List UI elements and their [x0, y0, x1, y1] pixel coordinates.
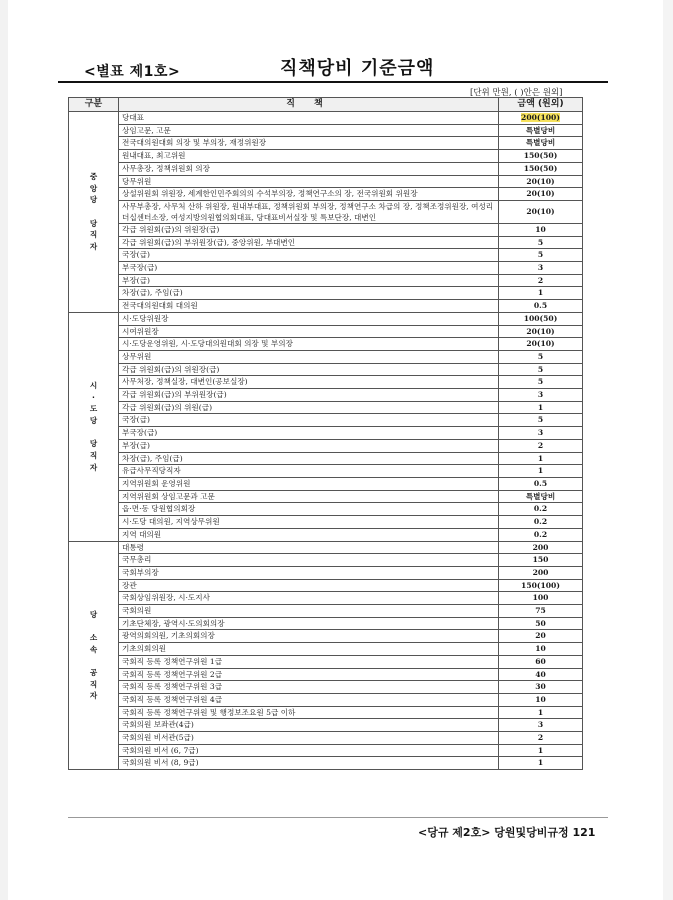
table-row: [69, 528, 583, 541]
amount-cell: 150: [499, 554, 583, 567]
table-row: [69, 427, 583, 440]
position-cell: 차장(급), 주임(급): [119, 287, 499, 300]
table-row: [69, 566, 583, 579]
amount-cell: 200: [499, 541, 583, 554]
category-char: 속: [89, 644, 98, 654]
table-row: [69, 630, 583, 643]
amount-cell: 20: [499, 630, 583, 643]
table-row: [69, 376, 583, 389]
table-row: [69, 592, 583, 605]
amount-cell: 특별당비: [499, 137, 583, 150]
table-row: [69, 719, 583, 732]
position-cell: 유급사무직당직자: [119, 465, 499, 478]
category-char: [72, 620, 115, 632]
table-row: [69, 274, 583, 287]
table-row: [69, 693, 583, 706]
position-cell: 시여위원장: [119, 325, 499, 338]
position-cell: 당대표: [119, 112, 499, 125]
table-row: [69, 287, 583, 300]
position-cell: 전국대의원대회 대의원: [119, 300, 499, 313]
amount-cell: 150(100): [499, 579, 583, 592]
amount-cell: 5: [499, 236, 583, 249]
amount-cell: 5: [499, 363, 583, 376]
position-cell: 사무부총장, 사무처 산하 위원장, 원내부대표, 정책위원회 부의장, 정책연구소 차급의 장, 정책조정위원장, 여성리더십센터소장, 여성지방의원협의회대표, 당대표비서실장 및 특보단장, 대변인: [119, 200, 499, 223]
amount-cell: 1: [499, 757, 583, 770]
category-char: 당: [89, 439, 98, 449]
table-row: [69, 401, 583, 414]
column-header-category: 구분: [69, 98, 119, 112]
amount-cell: 100(50): [499, 312, 583, 325]
header-rule: [58, 81, 608, 83]
category-char: 당: [89, 609, 98, 619]
position-cell: 지역위원회 상임고문과 고문: [119, 490, 499, 503]
position-cell: 국회의원 비서관(5급): [119, 732, 499, 745]
position-cell: 차장(급), 주임(급): [119, 452, 499, 465]
category-char: 직: [89, 230, 98, 240]
table-row: [69, 744, 583, 757]
amount-cell: 200: [499, 566, 583, 579]
table-row: [69, 414, 583, 427]
table-row: [69, 162, 583, 175]
table-row: [69, 757, 583, 770]
table-row: [69, 516, 583, 529]
amount-cell: 0.5: [499, 300, 583, 313]
table-row: [69, 732, 583, 745]
table-row: [69, 579, 583, 592]
position-cell: 국회직 등록 정책연구위원 2급: [119, 668, 499, 681]
position-cell: 당무위원: [119, 175, 499, 188]
table-row: [69, 541, 583, 554]
table-body: [69, 112, 583, 770]
appendix-label: <별표 제1호>: [84, 64, 181, 80]
amount-cell: 30: [499, 681, 583, 694]
position-cell: 국회의원 비서 (6, 7급): [119, 744, 499, 757]
amount-cell: 10: [499, 693, 583, 706]
page-title: 직책당비 기준금액: [280, 58, 435, 79]
table-row: [69, 681, 583, 694]
position-cell: 장관: [119, 579, 499, 592]
position-cell: 국회직 등록 정책연구위원 3급: [119, 681, 499, 694]
category-cell: [69, 312, 119, 541]
amount-cell: 0.2: [499, 516, 583, 529]
table-header-row: [69, 98, 583, 112]
category-char: 직: [89, 451, 98, 461]
amount-cell: 20(10): [499, 188, 583, 201]
amount-cell: 10: [499, 643, 583, 656]
position-cell: 부장(급): [119, 439, 499, 452]
amount-cell: 0.2: [499, 503, 583, 516]
amount-cell: 3: [499, 427, 583, 440]
category-char: 직: [89, 679, 98, 689]
table-row: [69, 706, 583, 719]
amount-cell: [499, 112, 583, 125]
table-row: [69, 150, 583, 163]
position-cell: 각급 위원회(급)의 위원장(급): [119, 223, 499, 236]
amount-cell: 0.5: [499, 477, 583, 490]
category-char: 앙: [89, 183, 98, 193]
category-char: 자: [89, 691, 98, 701]
page-footer: <당규 제2호> 당원및당비규정 121: [418, 826, 596, 839]
position-cell: 상무위원: [119, 350, 499, 363]
amount-cell: 20(10): [499, 325, 583, 338]
position-cell: 국회의원: [119, 605, 499, 618]
category-char: 당: [89, 195, 98, 205]
category-char: 공: [89, 668, 98, 678]
amount-cell: 40: [499, 668, 583, 681]
amount-cell: 0.2: [499, 528, 583, 541]
position-cell: 기초의회의원: [119, 643, 499, 656]
amount-cell: 10: [499, 223, 583, 236]
table-row: [69, 223, 583, 236]
table-row: [69, 262, 583, 275]
page-edge-right: [663, 0, 673, 900]
category-char: [72, 655, 115, 667]
amount-cell: 1: [499, 401, 583, 414]
position-cell: 사무처장, 정책실장, 대변인(공보실장): [119, 376, 499, 389]
table-row: [69, 554, 583, 567]
amount-cell: 20(10): [499, 338, 583, 351]
position-cell: 읍·면·동 당원협의회장: [119, 503, 499, 516]
category-char: 시: [89, 380, 98, 390]
category-cell: [69, 541, 119, 770]
amount-cell: 1: [499, 465, 583, 478]
amount-cell: 특별당비: [499, 124, 583, 137]
position-cell: 국회의원 보좌관(4급): [119, 719, 499, 732]
amount-cell: 2: [499, 732, 583, 745]
position-cell: 지역위원회 운영위원: [119, 477, 499, 490]
amount-cell: 3: [499, 719, 583, 732]
position-cell: 원내대표, 최고위원: [119, 150, 499, 163]
position-cell: 국장(급): [119, 249, 499, 262]
amount-cell: 2: [499, 274, 583, 287]
table-row: [69, 175, 583, 188]
amount-cell: 특별당비: [499, 490, 583, 503]
position-cell: 국회직 등록 정책연구위원 4급: [119, 693, 499, 706]
amount-highlight: 200(100): [521, 113, 560, 122]
table-row: [69, 338, 583, 351]
position-cell: 대통령: [119, 541, 499, 554]
table-row: [69, 655, 583, 668]
category-char: 자: [89, 242, 98, 252]
position-cell: 국회직 등록 정책연구위원 및 행정보조요원 5급 이하: [119, 706, 499, 719]
table-row: [69, 137, 583, 150]
category-char: 도: [89, 404, 98, 414]
category-char: 소: [89, 632, 98, 642]
position-cell: 기초단체장, 광역시·도의회의장: [119, 617, 499, 630]
amount-cell: 1: [499, 452, 583, 465]
amount-cell: 60: [499, 655, 583, 668]
category-cell: [69, 112, 119, 313]
position-cell: 광역의회의원, 기초의회의장: [119, 630, 499, 643]
amount-cell: 3: [499, 262, 583, 275]
page-edge-left: [0, 0, 8, 900]
category-char: [72, 206, 115, 218]
table-row: [69, 643, 583, 656]
table-row: [69, 477, 583, 490]
table-row: [69, 465, 583, 478]
table-row: [69, 249, 583, 262]
amount-cell: 2: [499, 439, 583, 452]
position-cell: 사무총장, 정책위원회 의장: [119, 162, 499, 175]
position-cell: 상설위원회 위원장, 세계한인민주회의의 수석부의장, 정책연구소의 장, 전국위원회 위원장: [119, 188, 499, 201]
table-row: [69, 617, 583, 630]
amount-cell: 75: [499, 605, 583, 618]
amount-cell: 1: [499, 744, 583, 757]
amount-cell: 50: [499, 617, 583, 630]
position-cell: 부국장(급): [119, 262, 499, 275]
table-row: [69, 188, 583, 201]
table-row: [69, 325, 583, 338]
amount-cell: 5: [499, 414, 583, 427]
table-row: [69, 200, 583, 223]
table-row: [69, 389, 583, 402]
amount-cell: 5: [499, 350, 583, 363]
category-char: 당: [89, 415, 98, 425]
position-cell: 국회의원 비서 (8, 9급): [119, 757, 499, 770]
table-row: [69, 312, 583, 325]
category-char: 중: [89, 171, 98, 181]
amount-cell: 20(10): [499, 200, 583, 223]
amount-cell: 5: [499, 376, 583, 389]
amount-cell: 1: [499, 287, 583, 300]
table-row: [69, 112, 583, 125]
amount-cell: 150(50): [499, 162, 583, 175]
position-cell: 국무총리: [119, 554, 499, 567]
category-char: 자: [89, 462, 98, 472]
position-cell: 각급 위원회(급)의 위원장(급): [119, 363, 499, 376]
category-char: 당: [89, 218, 98, 228]
category-char: ·: [92, 392, 95, 402]
table-row: [69, 124, 583, 137]
dues-table: [68, 97, 583, 770]
amount-cell: 5: [499, 249, 583, 262]
table-row: [69, 363, 583, 376]
document-header: [58, 49, 608, 89]
position-cell: 부장(급): [119, 274, 499, 287]
footer-rule: [68, 817, 608, 818]
position-cell: 시·도당 대의원, 지역상무위원: [119, 516, 499, 529]
position-cell: 부국장(급): [119, 427, 499, 440]
position-cell: 국회직 등록 정책연구위원 1급: [119, 655, 499, 668]
position-cell: 지역 대의원: [119, 528, 499, 541]
position-cell: 국장(급): [119, 414, 499, 427]
table-row: [69, 236, 583, 249]
position-cell: 각급 위원회(급)의 위원(급): [119, 401, 499, 414]
amount-cell: 100: [499, 592, 583, 605]
column-header-position: 직 책: [119, 98, 499, 112]
table-row: [69, 350, 583, 363]
position-cell: 시·도당운영위원, 시·도당대의원대회 의장 및 부의장: [119, 338, 499, 351]
position-cell: 시·도당위원장: [119, 312, 499, 325]
position-cell: 상임고문, 고문: [119, 124, 499, 137]
table-row: [69, 300, 583, 313]
position-cell: 각급 위원회(급)의 부위원장(급): [119, 389, 499, 402]
table-row: [69, 668, 583, 681]
table-row: [69, 439, 583, 452]
table-row: [69, 490, 583, 503]
category-char: [72, 427, 115, 439]
column-header-amount: 금액 (원외): [499, 98, 583, 112]
table-row: [69, 605, 583, 618]
amount-cell: 1: [499, 706, 583, 719]
position-cell: 국회부의장: [119, 566, 499, 579]
table-row: [69, 503, 583, 516]
position-cell: 전국대의원대회 의장 및 부의장, 재정위원장: [119, 137, 499, 150]
amount-cell: 150(50): [499, 150, 583, 163]
amount-cell: 3: [499, 389, 583, 402]
position-cell: 각급 위원회(급)의 부위원장(급), 중앙위원, 부대변인: [119, 236, 499, 249]
amount-cell: 20(10): [499, 175, 583, 188]
position-cell: 국회상임위원장, 시·도지사: [119, 592, 499, 605]
unit-note: [단위 만원, ( )안은 원외]: [470, 88, 563, 98]
table-row: [69, 452, 583, 465]
